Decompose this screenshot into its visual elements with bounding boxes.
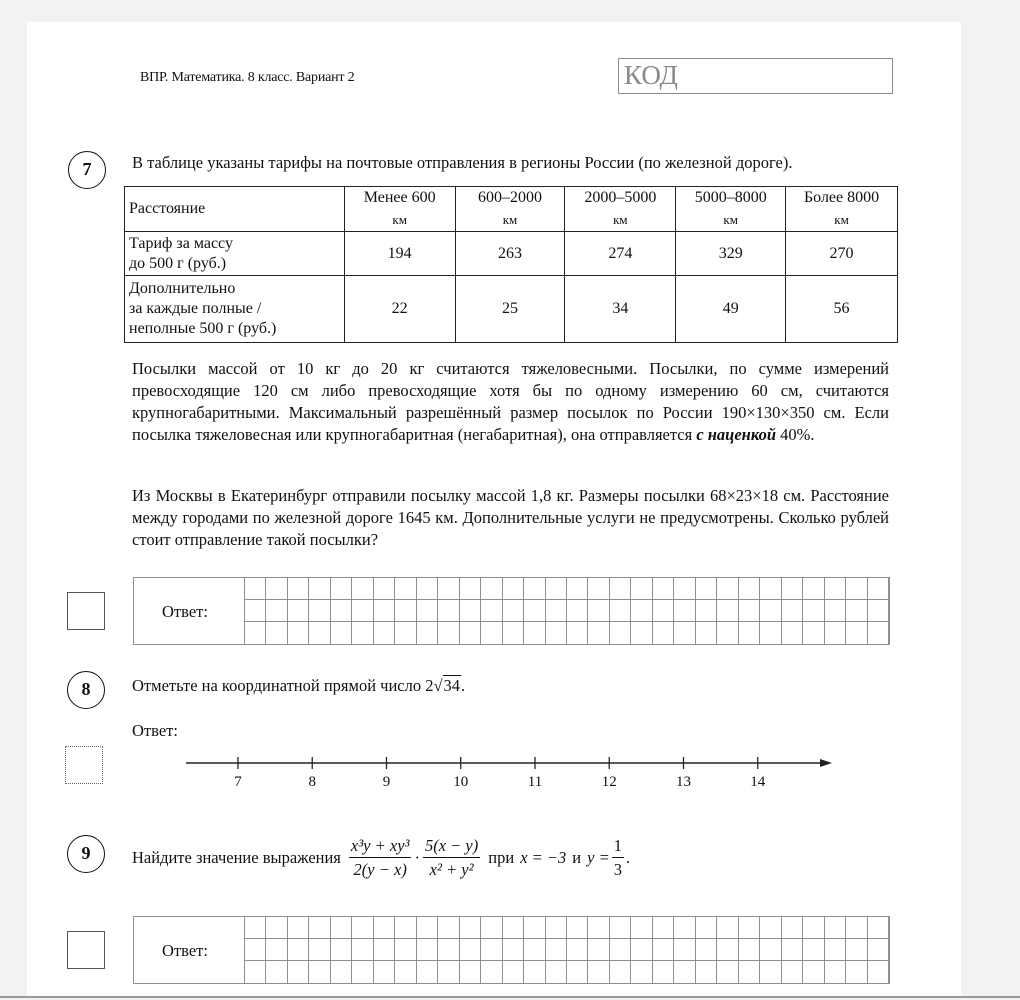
answer-cell[interactable] [653,622,674,644]
answer-cell[interactable] [825,578,846,600]
answer-cell[interactable] [524,578,545,600]
answer-cell[interactable] [760,600,781,622]
answer-cell[interactable] [309,600,330,622]
fraction-2-numerator: 5(x − y) [423,835,480,858]
task-9-score-box [67,931,105,969]
answer-cell[interactable] [288,939,309,961]
answer-cell[interactable] [631,939,652,961]
answer-cell[interactable] [653,600,674,622]
answer-cell[interactable] [674,600,695,622]
condition-prefix: при [488,848,515,867]
answer-cell[interactable] [846,939,867,961]
answer-cell[interactable] [825,939,846,961]
col-unit: км [502,212,518,227]
answer-cell[interactable] [288,600,309,622]
row-label-line: за каждые полные / [129,300,262,317]
answer-cell[interactable] [567,622,588,644]
answer-cell[interactable] [803,917,824,939]
number-line-tick-label: 13 [675,774,691,790]
answer-cell[interactable] [503,961,524,983]
answer-cell[interactable] [481,578,502,600]
answer-cell[interactable] [503,600,524,622]
answer-cell[interactable] [631,578,652,600]
answer-cell[interactable] [696,917,717,939]
y-fraction [612,835,624,882]
answer-cell[interactable] [610,600,631,622]
answer-cell[interactable] [739,578,760,600]
answer-cell[interactable] [717,622,738,644]
answer-cell[interactable] [825,961,846,983]
answer-cell[interactable] [739,600,760,622]
answer-cell[interactable] [567,917,588,939]
table-row [125,232,898,276]
answer-cell[interactable] [868,961,889,983]
task-9-number: 9 [67,835,105,873]
row-label-line: неполные 500 г (руб.) [129,320,277,337]
answer-cell[interactable] [374,578,395,600]
answer-cell[interactable] [374,939,395,961]
answer-cell[interactable] [868,600,889,622]
row-label-line: Тариф за массу [129,234,233,252]
answer-cell[interactable] [610,939,631,961]
answer-cell[interactable] [782,622,803,644]
answer-cell[interactable] [717,600,738,622]
answer-cell[interactable] [760,578,781,600]
answer-cell[interactable] [460,622,481,644]
answer-cell[interactable] [674,917,695,939]
answer-cell[interactable] [631,917,652,939]
answer-cell[interactable] [868,939,889,961]
answer-cell[interactable] [696,578,717,600]
answer-cell[interactable] [567,939,588,961]
answer-cell[interactable] [395,600,416,622]
answer-cell[interactable] [588,622,609,644]
answer-cell[interactable] [395,578,416,600]
answer-cell[interactable] [846,578,867,600]
answer-cell[interactable] [331,939,352,961]
y-numerator: 1 [612,835,624,858]
code-field[interactable]: КОД [618,58,893,94]
answer-cell[interactable] [352,961,373,983]
multiply-dot-icon: · [414,848,420,867]
answer-cell[interactable] [674,961,695,983]
answer-cell[interactable] [546,622,567,644]
answer-cell[interactable] [395,939,416,961]
answer-cell[interactable] [417,939,438,961]
answer-cell[interactable] [567,578,588,600]
answer-cell[interactable] [481,917,502,939]
task-9-answer-grid[interactable] [244,917,889,983]
col-range: 5000–8000 [694,189,767,206]
task-7-rules-paragraph [132,358,889,446]
answer-cell[interactable] [438,622,459,644]
answer-cell[interactable] [524,939,545,961]
answer-cell[interactable] [610,622,631,644]
table-cell: 56 [786,276,898,343]
answer-cell[interactable] [760,939,781,961]
answer-cell[interactable] [438,961,459,983]
task-9-question [132,830,630,886]
answer-cell[interactable] [503,939,524,961]
answer-cell[interactable] [460,917,481,939]
table-cell: 49 [676,276,786,343]
answer-cell[interactable] [374,600,395,622]
number-line-tick-label: 9 [382,774,391,790]
answer-cell[interactable] [331,917,352,939]
table-header-col [786,187,898,232]
answer-cell[interactable] [503,578,524,600]
table-row [125,276,898,343]
answer-cell[interactable] [825,600,846,622]
answer-cell[interactable] [782,917,803,939]
answer-cell[interactable] [760,622,781,644]
answer-cell[interactable] [825,622,846,644]
answer-cell[interactable] [266,961,287,983]
row-label [125,232,345,276]
task-8-number: 8 [67,671,105,709]
answer-cell[interactable] [309,917,330,939]
task-7-number: 7 [68,151,106,189]
answer-cell[interactable] [631,622,652,644]
answer-cell[interactable] [739,961,760,983]
answer-cell[interactable] [782,578,803,600]
answer-cell[interactable] [438,917,459,939]
table-cell: 34 [565,276,676,343]
answer-cell[interactable] [782,961,803,983]
answer-cell[interactable] [460,961,481,983]
answer-cell[interactable] [588,917,609,939]
answer-cell[interactable] [417,622,438,644]
answer-cell[interactable] [331,961,352,983]
answer-cell[interactable] [460,600,481,622]
answer-cell[interactable] [481,622,502,644]
col-unit: км [613,212,628,227]
answer-cell[interactable] [438,600,459,622]
answer-cell[interactable] [309,622,330,644]
answer-cell[interactable] [846,917,867,939]
answer-cell[interactable] [588,578,609,600]
answer-cell[interactable] [417,600,438,622]
task-8-answer-label: Ответ: [132,721,178,740]
table-header-col [565,187,676,232]
answer-cell[interactable] [846,961,867,983]
answer-cell[interactable] [631,961,652,983]
number-line[interactable] [0,740,1020,800]
row-label [125,276,345,343]
table-header-col [676,187,786,232]
col-range: Менее 600 [363,189,436,206]
answer-cell[interactable] [245,939,266,961]
table-cell: 329 [676,232,786,276]
fraction-1-numerator: x³y + xy³ [349,835,412,858]
answer-cell[interactable] [245,578,266,600]
tariff-table-header-row [125,187,898,232]
answer-cell[interactable] [309,961,330,983]
number-line-tick-label: 14 [750,774,766,790]
answer-cell[interactable] [674,622,695,644]
answer-cell[interactable] [803,578,824,600]
answer-cell[interactable] [417,578,438,600]
answer-cell[interactable] [546,600,567,622]
answer-cell[interactable] [374,917,395,939]
task-7-question-paragraph: Из Москвы в Екатеринбург отправили посылку массой 1,8 кг. Размеры посылки 68×23×18 см. Расстояние между городами по железной дороге 1645 км. Дополнительные услуги не предусмотрены. Сколько рублей стоит отправление такой посылки? [132,486,889,549]
answer-cell[interactable] [352,917,373,939]
answer-cell[interactable] [481,600,502,622]
answer-cell[interactable] [782,939,803,961]
number-line-arrow-icon [820,759,832,767]
fraction-1-denominator: 2(y − x) [353,859,407,879]
answer-cell[interactable] [245,600,266,622]
rules-emphasis: с наценкой [696,425,777,444]
answer-cell[interactable] [588,600,609,622]
answer-cell[interactable] [266,578,287,600]
answer-cell[interactable] [717,917,738,939]
answer-cell[interactable] [395,917,416,939]
answer-cell[interactable] [503,622,524,644]
answer-cell[interactable] [546,961,567,983]
answer-cell[interactable] [739,622,760,644]
table-header-col [344,187,455,232]
answer-cell[interactable] [331,600,352,622]
answer-cell[interactable] [524,600,545,622]
answer-cell[interactable] [460,578,481,600]
fraction-2 [423,835,480,882]
answer-cell[interactable] [266,939,287,961]
col-unit: км [834,212,849,227]
answer-cell[interactable] [717,961,738,983]
answer-cell[interactable] [653,578,674,600]
answer-cell[interactable] [760,917,781,939]
condition-and: и [572,848,582,867]
answer-cell[interactable] [245,961,266,983]
expr-end: . [625,848,631,867]
table-cell: 25 [455,276,565,343]
task-9-text: Найдите значение выражения [132,848,341,867]
answer-cell[interactable] [803,600,824,622]
answer-cell[interactable] [266,622,287,644]
rules-text-end: 40%. [776,425,815,444]
answer-cell[interactable] [331,578,352,600]
number-line-tick-label: 10 [453,774,469,790]
answer-cell[interactable] [374,622,395,644]
answer-cell[interactable] [696,600,717,622]
answer-cell[interactable] [631,600,652,622]
answer-cell[interactable] [395,622,416,644]
expr-coefficient: 2 [425,676,434,695]
row-label-line: до 500 г (руб.) [129,254,227,272]
number-line-tick-label: 7 [234,774,242,790]
answer-cell[interactable] [717,578,738,600]
answer-cell[interactable] [352,622,373,644]
task-8-question: Отметьте на координатной прямой число 2√34. [132,676,466,695]
fraction-1 [349,835,412,882]
answer-cell[interactable] [288,961,309,983]
fraction-2-denominator: x² + y² [429,859,474,879]
y-condition: y = [587,848,610,867]
answer-cell[interactable] [352,600,373,622]
task-7-answer-box[interactable] [133,577,890,645]
answer-cell[interactable] [309,939,330,961]
answer-cell[interactable] [717,939,738,961]
answer-cell[interactable] [868,917,889,939]
x-condition: x = −3 [520,848,567,867]
page-bottom-divider [0,996,1020,998]
answer-cell[interactable] [567,961,588,983]
col-range: 2000–5000 [584,189,657,206]
answer-cell[interactable] [653,917,674,939]
table-header-distance: Расстояние [125,187,345,232]
answer-label: Ответ: [162,602,208,621]
answer-cell[interactable] [352,578,373,600]
answer-cell[interactable] [417,961,438,983]
answer-cell[interactable] [288,917,309,939]
answer-cell[interactable] [352,939,373,961]
answer-cell[interactable] [524,917,545,939]
answer-cell[interactable] [782,600,803,622]
task-7-answer-grid[interactable] [244,578,889,644]
row-label-line: Дополнительно [129,280,236,297]
col-unit: км [723,212,738,227]
answer-cell[interactable] [868,578,889,600]
col-range: 600–2000 [478,189,542,206]
answer-cell[interactable] [331,622,352,644]
answer-cell[interactable] [674,939,695,961]
answer-cell[interactable] [610,917,631,939]
col-unit: км [392,212,407,227]
answer-cell[interactable] [803,939,824,961]
answer-cell[interactable] [503,917,524,939]
answer-cell[interactable] [610,578,631,600]
answer-cell[interactable] [653,939,674,961]
answer-cell[interactable] [374,961,395,983]
answer-cell[interactable] [674,578,695,600]
answer-cell[interactable] [481,939,502,961]
answer-cell[interactable] [546,578,567,600]
task-7-intro: В таблице указаны тарифы на почтовые отправления в регионы России (по железной дороге). [132,153,793,172]
task-7-score-box [67,592,105,630]
answer-cell[interactable] [567,600,588,622]
table-cell: 22 [344,276,455,343]
answer-cell[interactable] [846,600,867,622]
answer-cell[interactable] [696,622,717,644]
number-line-ticks [234,757,766,790]
answer-cell[interactable] [610,961,631,983]
task-8-text: Отметьте на координатной прямой число [132,676,426,695]
table-cell: 274 [565,232,676,276]
y-denominator: 3 [613,859,622,879]
answer-cell[interactable] [653,961,674,983]
table-cell: 263 [455,232,565,276]
answer-cell[interactable] [588,939,609,961]
answer-cell[interactable] [266,917,287,939]
answer-label: Ответ: [162,941,208,960]
answer-cell[interactable] [309,578,330,600]
answer-cell[interactable] [696,961,717,983]
answer-cell[interactable] [739,917,760,939]
table-header-col [455,187,565,232]
table-cell: 194 [344,232,455,276]
answer-cell[interactable] [438,578,459,600]
answer-cell[interactable] [825,917,846,939]
worksheet-header-title: ВПР. Математика. 8 класс. Вариант 2 [140,70,355,85]
answer-cell[interactable] [245,622,266,644]
answer-cell[interactable] [524,961,545,983]
tariff-table [124,186,898,343]
answer-cell[interactable] [288,578,309,600]
answer-cell[interactable] [481,961,502,983]
number-line-tick-label: 11 [527,774,543,790]
table-cell: 270 [786,232,898,276]
answer-cell[interactable] [803,622,824,644]
answer-cell[interactable] [245,917,266,939]
answer-cell[interactable] [546,917,567,939]
answer-cell[interactable] [546,939,567,961]
answer-cell[interactable] [524,622,545,644]
expr-end: . [461,676,466,695]
answer-cell[interactable] [846,622,867,644]
answer-cell[interactable] [803,961,824,983]
answer-cell[interactable] [266,600,287,622]
expr-radicand: 34 [443,676,461,695]
answer-cell[interactable] [696,939,717,961]
number-line-tick-label: 12 [601,774,617,790]
task-9-answer-box[interactable] [133,916,890,984]
answer-cell[interactable] [438,939,459,961]
answer-cell[interactable] [395,961,416,983]
answer-cell[interactable] [288,622,309,644]
answer-cell[interactable] [868,622,889,644]
col-range: Более 8000 [803,189,880,206]
answer-cell[interactable] [417,917,438,939]
rules-text: Посылки массой от 10 кг до 20 кг считаются тяжеловесными. Посылки, по сумме измерений превосходящие 120 см либо превосходящие хотя бы по одному измерению 60 см, считаются крупногабаритными. Максимальный разрешённый размер посылок по России 190×130×350 см. Если посылка тяжеловесная или крупногабаритная (негабаритная), она отправляется [132,359,889,444]
answer-cell[interactable] [739,939,760,961]
answer-cell[interactable] [588,961,609,983]
number-line-tick-label: 8 [308,774,316,790]
answer-cell[interactable] [760,961,781,983]
answer-cell[interactable] [460,939,481,961]
